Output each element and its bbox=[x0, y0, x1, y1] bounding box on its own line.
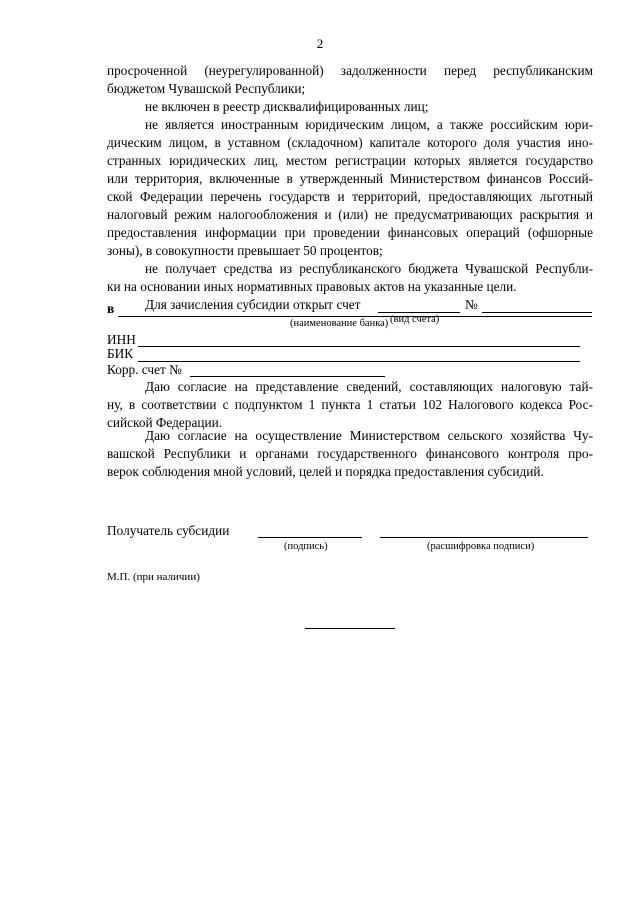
text-line: налоговый режим налогообложения и (или) не предусматривающих раскрытия и bbox=[107, 207, 593, 222]
inn-label: ИНН bbox=[107, 332, 136, 347]
page-number: 2 bbox=[316, 36, 324, 51]
text-line: не получает средства из республиканского бюджета Чувашской Республи- bbox=[145, 261, 593, 276]
stamp-note: М.П. (при наличии) bbox=[107, 571, 200, 583]
corr-account-field[interactable] bbox=[190, 376, 385, 377]
signature-caption: (подпись) bbox=[284, 541, 328, 552]
account-number-field[interactable] bbox=[482, 312, 592, 313]
text-line: дическим лицом, в уставном (складочном) капитале которого доля участия ино- bbox=[107, 135, 593, 150]
account-type-field[interactable] bbox=[378, 312, 460, 313]
text-line: зоны), в совокупности превышает 50 процентов; bbox=[107, 243, 383, 258]
bank-name-field[interactable] bbox=[118, 316, 592, 317]
inn-field[interactable] bbox=[138, 346, 580, 347]
text-line: бюджетом Чувашской Республики; bbox=[107, 81, 306, 96]
text-line: Даю согласие на осуществление Министерством сельского хозяйства Чу- bbox=[145, 428, 593, 443]
end-separator bbox=[305, 628, 395, 629]
recipient-label: Получатель субсидии bbox=[107, 523, 230, 538]
corr-account-label: Корр. счет № bbox=[107, 362, 182, 377]
bank-prefix: в bbox=[107, 301, 115, 316]
text-line: странных юридических лиц, местом регистрации которых является государство bbox=[107, 153, 593, 168]
bik-label: БИК bbox=[107, 346, 134, 361]
text-line: ну, в соответствии с подпунктом 1 пункта 1 статьи 102 Налогового кодекса Рос- bbox=[107, 397, 593, 412]
text-line: ской Федерации перечень государств и территорий, предоставляющих льготный bbox=[107, 189, 593, 204]
text-line: ки на основании иных нормативных правовых актов на указанные цели. bbox=[107, 279, 517, 294]
text-line: Даю согласие на представление сведений, составляющих налоговую тай- bbox=[145, 379, 593, 394]
text-line: не включен в реестр дисквалифицированных лиц; bbox=[145, 99, 429, 114]
signature-field[interactable] bbox=[258, 537, 362, 538]
text-line: не является иностранным юридическим лицом, а также российским юри- bbox=[145, 117, 593, 132]
text-line: или территория, включенные в утвержденный Министерством финансов Россий- bbox=[107, 171, 593, 186]
signature-decoding-field[interactable] bbox=[380, 537, 588, 538]
bik-field[interactable] bbox=[138, 361, 580, 362]
text-line: сийской Федерации. bbox=[107, 415, 223, 430]
text-line: предоставления информации при проведении финансовых операций (офшорные bbox=[107, 225, 593, 240]
number-sign: № bbox=[465, 297, 478, 312]
account-type-caption: (вид счета) bbox=[390, 314, 440, 325]
account-text: Для зачисления субсидии открыт счет bbox=[145, 297, 361, 312]
bank-caption: (наименование банка) bbox=[290, 318, 389, 329]
text-line: просроченной (неурегулированной) задолженности перед республиканским bbox=[107, 63, 593, 78]
text-line: вашской Республики и органами государственного финансового контроля про- bbox=[107, 446, 593, 461]
text-line: верок соблюдения мной условий, целей и порядка предоставления субсидий. bbox=[107, 464, 544, 479]
decoding-caption: (расшифровка подписи) bbox=[427, 541, 535, 552]
